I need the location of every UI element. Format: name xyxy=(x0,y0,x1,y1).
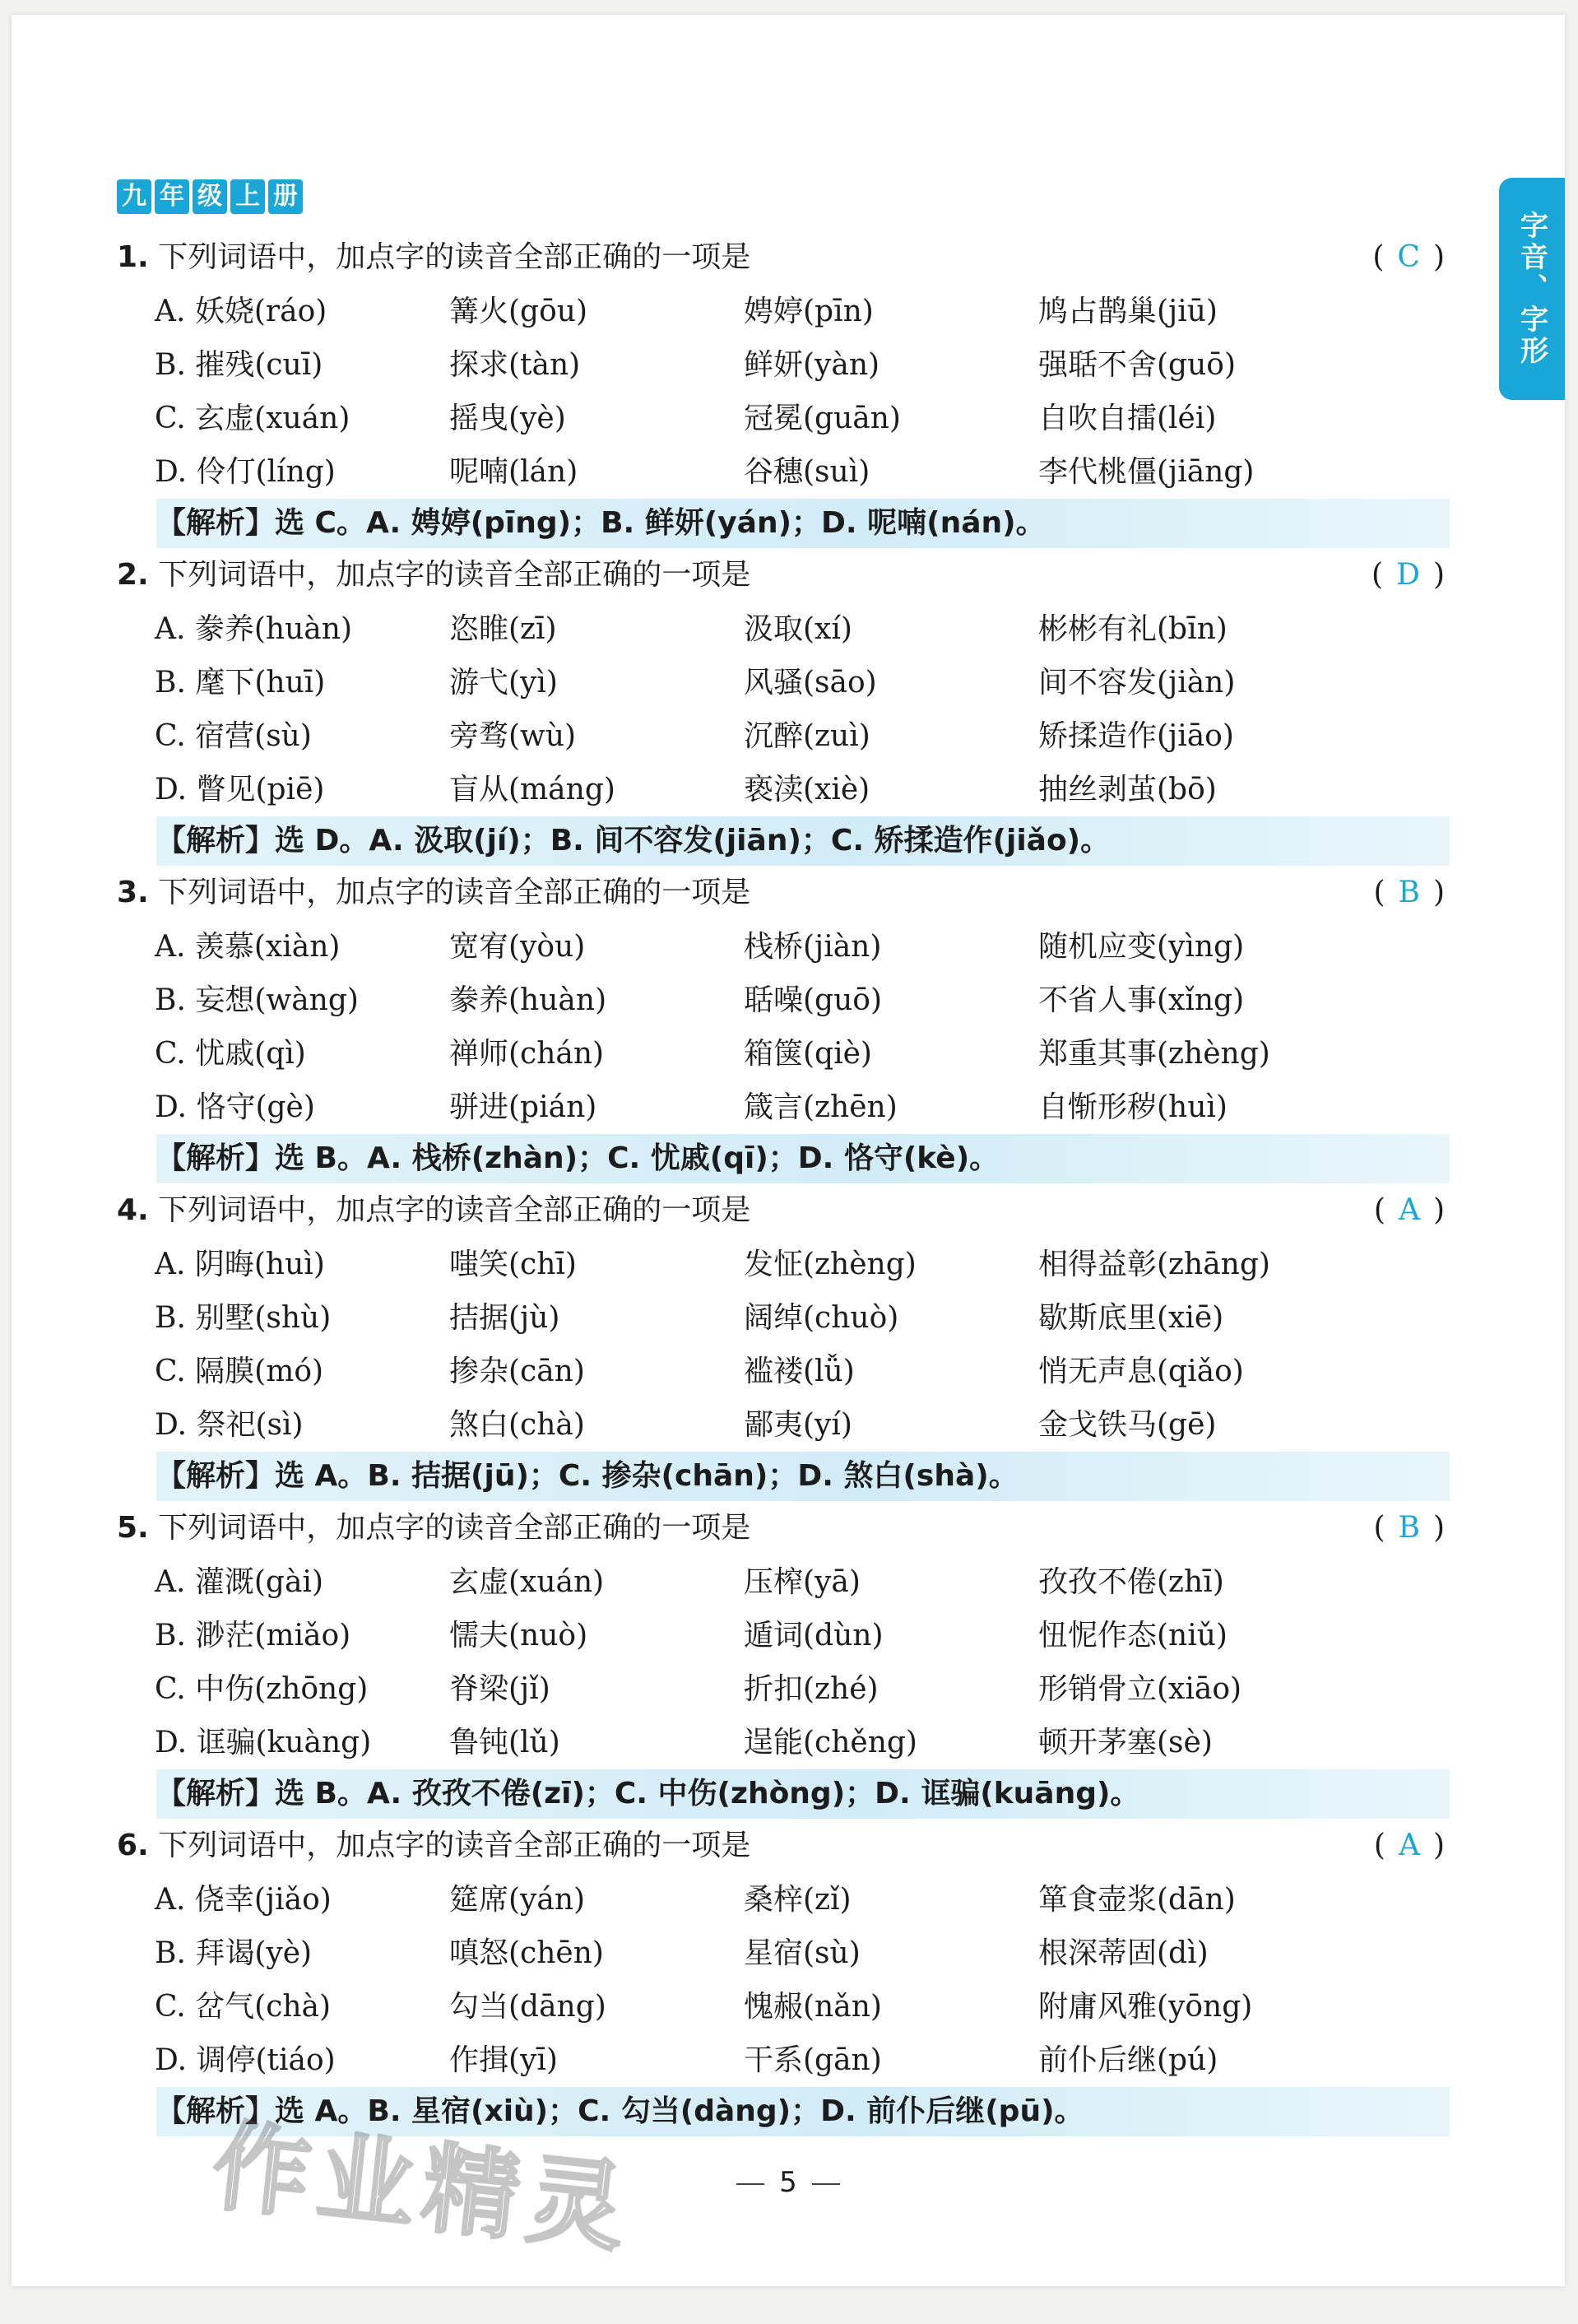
question-number: 1. xyxy=(117,240,149,274)
option-row xyxy=(155,1027,1450,1081)
option-cell: 彬彬有礼(bīn) xyxy=(1038,612,1228,646)
option-cell: 拮据(jù) xyxy=(449,1301,560,1335)
analysis-text: 【解析】选 B。A. 栈桥(zhàn)；C. 忧戚(qī)；D. 恪守(kè)。 xyxy=(156,1141,1000,1175)
analysis-text: 【解析】选 A。B. 拮据(jū)；C. 掺杂(chān)；D. 煞白(shà)。 xyxy=(156,1459,1019,1493)
option-cell: 发怔(zhèng) xyxy=(744,1248,917,1281)
option-cell: 愧赧(nǎn) xyxy=(744,1990,882,2024)
grade-char: 级 xyxy=(193,179,227,214)
question-text: 下列词语中，加点字的读音全部正确的一项是 xyxy=(158,558,751,592)
option-cell: D. 恪守(gè) xyxy=(155,1090,315,1124)
option-row xyxy=(155,2034,1450,2087)
option-cell: 呢喃(lán) xyxy=(449,455,578,489)
option-cell: 歇斯底里(xiē) xyxy=(1038,1301,1224,1335)
option-cell: 郑重其事(zhèng) xyxy=(1038,1037,1270,1071)
question-stem xyxy=(117,1183,1450,1238)
question-list xyxy=(117,230,1450,2136)
option-cell: 煞白(chà) xyxy=(449,1408,585,1442)
option-cell: 桑梓(zǐ) xyxy=(744,1883,852,1917)
option-cell: 遁词(dùn) xyxy=(744,1619,884,1652)
option-cell: 间不容发(jiàn) xyxy=(1038,666,1236,700)
grade-badge xyxy=(117,179,303,214)
analysis-text: 【解析】选 D。A. 汲取(jí)；B. 间不容发(jiān)；C. 矫揉造作(jiǎo)。 xyxy=(156,824,1111,858)
options-grid xyxy=(155,920,1450,1134)
answer-bracket: ( C ) xyxy=(1372,240,1450,274)
option-row xyxy=(155,602,1450,656)
option-cell: A. 妖娆(ráo) xyxy=(155,295,327,328)
grade-char: 年 xyxy=(155,179,189,214)
analysis-text: 【解析】选 A。B. 星宿(xiù)；C. 勾当(dàng)；D. 前仆后继(pū)。 xyxy=(156,2094,1084,2128)
option-row xyxy=(155,338,1450,392)
option-cell: 悄无声息(qiǎo) xyxy=(1038,1355,1244,1388)
question-number: 6. xyxy=(117,1829,149,1862)
question-text: 下列词语中，加点字的读音全部正确的一项是 xyxy=(158,1829,751,1862)
option-row xyxy=(155,1609,1450,1662)
option-cell: 前仆后继(pú) xyxy=(1038,2043,1218,2077)
option-row xyxy=(155,445,1450,499)
answer-bracket: ( A ) xyxy=(1373,1829,1450,1862)
option-cell: D. 瞥见(piē) xyxy=(155,773,325,806)
option-row xyxy=(155,709,1450,763)
answer-letter: B xyxy=(1398,876,1425,909)
analysis-bar xyxy=(156,1452,1450,1501)
option-cell: 豢养(huàn) xyxy=(449,983,607,1017)
option-cell: 篝火(gōu) xyxy=(449,295,587,328)
option-cell: 鲁钝(lǔ) xyxy=(449,1726,560,1759)
option-cell: 褴褛(lǚ) xyxy=(744,1355,855,1388)
option-row xyxy=(155,1927,1450,1980)
option-cell: B. 麾下(huī) xyxy=(155,666,326,700)
option-cell: D. 祭祀(sì) xyxy=(155,1408,304,1442)
option-cell: 掺杂(cān) xyxy=(449,1355,585,1388)
option-row xyxy=(155,1238,1450,1291)
question-4 xyxy=(117,1183,1450,1501)
options-grid xyxy=(155,1873,1450,2087)
question-number: 2. xyxy=(117,558,149,592)
option-cell: 禅师(chán) xyxy=(449,1037,605,1071)
option-cell: 李代桃僵(jiāng) xyxy=(1038,455,1255,489)
option-cell: 忸怩作态(niǔ) xyxy=(1038,1619,1228,1652)
option-row xyxy=(155,1345,1450,1398)
option-cell: 脊梁(jǐ) xyxy=(449,1672,550,1706)
option-cell: 星宿(sù) xyxy=(744,1936,861,1970)
option-cell: 旁骛(wù) xyxy=(449,719,577,753)
question-text: 下列词语中，加点字的读音全部正确的一项是 xyxy=(158,1193,751,1227)
option-cell: B. 别墅(shù) xyxy=(155,1301,332,1335)
option-cell: B. 摧残(cuī) xyxy=(155,348,323,382)
option-cell: 附庸风雅(yōng) xyxy=(1038,1990,1253,2024)
option-cell: 汲取(xí) xyxy=(744,612,852,646)
option-cell: 随机应变(yìng) xyxy=(1038,930,1245,964)
option-cell: 谷穗(suì) xyxy=(744,455,870,489)
option-cell: 自惭形秽(huì) xyxy=(1038,1090,1228,1124)
option-cell: 金戈铁马(gē) xyxy=(1038,1408,1217,1442)
option-cell: 筵席(yán) xyxy=(449,1883,586,1917)
option-row xyxy=(155,1873,1450,1927)
option-cell: B. 妄想(wàng) xyxy=(155,983,359,1017)
option-cell: 骈进(pián) xyxy=(449,1090,597,1124)
answer-letter: A xyxy=(1398,1193,1425,1227)
grade-char: 上 xyxy=(230,179,265,214)
option-cell: 懦夫(nuò) xyxy=(449,1619,588,1652)
page-number xyxy=(12,2166,1565,2199)
option-cell: 压榨(yā) xyxy=(744,1565,861,1599)
option-cell: 折扣(zhé) xyxy=(744,1672,879,1706)
analysis-bar xyxy=(156,1134,1450,1183)
answer-bracket: ( A ) xyxy=(1373,1193,1450,1227)
watermark-logo: 作业精灵 xyxy=(207,2108,638,2266)
analysis-bar xyxy=(156,1769,1450,1819)
question-text: 下列词语中，加点字的读音全部正确的一项是 xyxy=(158,1511,751,1545)
option-cell: C. 中伤(zhōng) xyxy=(155,1672,369,1706)
option-cell: 干系(gān) xyxy=(744,2043,882,2077)
answer-letter: C xyxy=(1397,240,1425,274)
option-cell: 探求(tàn) xyxy=(449,348,581,382)
question-text: 下列词语中，加点字的读音全部正确的一项是 xyxy=(158,240,751,274)
option-cell: 鄙夷(yí) xyxy=(744,1408,852,1442)
question-stem xyxy=(117,548,1450,602)
question-stem xyxy=(117,1501,1450,1555)
option-cell: 风骚(sāo) xyxy=(744,666,877,700)
question-number: 4. xyxy=(117,1193,149,1227)
option-cell: 鸠占鹊巢(jiū) xyxy=(1038,295,1218,328)
analysis-text: 【解析】选 B。A. 孜孜不倦(zī)；C. 中伤(zhòng)；D. 诓骗(kuāng)。 xyxy=(156,1777,1140,1810)
option-row xyxy=(155,763,1450,816)
question-stem xyxy=(117,1819,1450,1873)
option-cell: A. 侥幸(jiǎo) xyxy=(155,1883,332,1917)
question-5 xyxy=(117,1501,1450,1819)
option-cell: A. 豢养(huàn) xyxy=(155,612,352,646)
answer-letter: B xyxy=(1398,1511,1425,1545)
question-text: 下列词语中，加点字的读音全部正确的一项是 xyxy=(158,876,751,909)
section-side-tab: 字音、字形 xyxy=(1499,178,1565,400)
options-grid xyxy=(155,1555,1450,1769)
page-number-text: 5 xyxy=(779,2166,797,2199)
option-cell: C. 忧戚(qì) xyxy=(155,1037,306,1071)
option-cell: 箴言(zhēn) xyxy=(744,1090,898,1124)
option-cell: 根深蒂固(dì) xyxy=(1038,1936,1209,1970)
option-row xyxy=(155,392,1450,445)
option-cell: 摇曳(yè) xyxy=(449,402,566,435)
analysis-bar xyxy=(156,816,1450,866)
option-cell: A. 灌溉(gài) xyxy=(155,1565,323,1599)
answer-bracket: ( D ) xyxy=(1371,558,1450,592)
option-cell: 孜孜不倦(zhī) xyxy=(1038,1565,1224,1599)
option-cell: 作揖(yī) xyxy=(449,2043,558,2077)
answer-bracket: ( B ) xyxy=(1373,1511,1450,1545)
option-cell: 嗔怒(chēn) xyxy=(449,1936,604,1970)
answer-letter: D xyxy=(1396,558,1425,592)
option-row xyxy=(155,1716,1450,1769)
option-cell: B. 拜谒(yè) xyxy=(155,1936,313,1970)
option-cell: A. 羡慕(xiàn) xyxy=(155,930,341,964)
option-cell: 聒噪(guō) xyxy=(744,983,882,1017)
option-cell: C. 宿营(sù) xyxy=(155,719,312,753)
option-cell: 娉婷(pīn) xyxy=(744,295,874,328)
options-grid xyxy=(155,602,1450,816)
option-cell: 矫揉造作(jiāo) xyxy=(1038,719,1234,753)
option-cell: D. 诓骗(kuàng) xyxy=(155,1726,372,1759)
option-cell: 游弋(yì) xyxy=(449,666,558,700)
option-row xyxy=(155,285,1450,338)
question-number: 5. xyxy=(117,1511,149,1545)
question-stem xyxy=(117,230,1450,285)
option-cell: 勾当(dāng) xyxy=(449,1990,606,2024)
option-cell: 阔绰(chuò) xyxy=(744,1301,899,1335)
option-cell: 冠冕(guān) xyxy=(744,402,901,435)
option-cell: C. 岔气(chà) xyxy=(155,1990,332,2024)
option-cell: C. 玄虚(xuán) xyxy=(155,402,350,435)
option-cell: 箱箧(qiè) xyxy=(744,1037,872,1071)
analysis-text: 【解析】选 C。A. 娉婷(pīng)；B. 鲜妍(yán)；D. 呢喃(nán)。 xyxy=(156,506,1046,540)
option-cell: 宽宥(yòu) xyxy=(449,930,586,964)
option-row xyxy=(155,920,1450,974)
option-row xyxy=(155,1081,1450,1134)
option-cell: 箪食壶浆(dān) xyxy=(1038,1883,1236,1917)
option-cell: A. 阴晦(huì) xyxy=(155,1248,325,1281)
option-cell: 沉醉(zuì) xyxy=(744,719,870,753)
question-1 xyxy=(117,230,1450,548)
question-number: 3. xyxy=(117,876,149,909)
answer-bracket: ( B ) xyxy=(1373,876,1450,909)
option-cell: C. 隔膜(mó) xyxy=(155,1355,324,1388)
option-cell: 玄虚(xuán) xyxy=(449,1565,605,1599)
option-cell: 自吹自擂(léi) xyxy=(1038,402,1217,435)
option-cell: 强聒不舍(guō) xyxy=(1038,348,1236,382)
option-cell: 形销骨立(xiāo) xyxy=(1038,1672,1242,1706)
option-cell: 抽丝剥茧(bō) xyxy=(1038,773,1217,806)
option-cell: 逞能(chěng) xyxy=(744,1726,917,1759)
option-cell: 不省人事(xǐng) xyxy=(1038,983,1245,1017)
option-row xyxy=(155,1555,1450,1609)
option-row xyxy=(155,1980,1450,2034)
option-cell: 恣睢(zī) xyxy=(449,612,557,646)
option-cell: D. 调停(tiáo) xyxy=(155,2043,336,2077)
options-grid xyxy=(155,285,1450,499)
option-row xyxy=(155,974,1450,1027)
option-cell: 顿开茅塞(sè) xyxy=(1038,1726,1213,1759)
option-row xyxy=(155,1398,1450,1452)
option-cell: 鲜妍(yàn) xyxy=(744,348,880,382)
option-cell: 亵渎(xiè) xyxy=(744,773,870,806)
option-row xyxy=(155,1291,1450,1345)
option-cell: D. 伶仃(líng) xyxy=(155,455,336,489)
question-3 xyxy=(117,866,1450,1183)
analysis-bar xyxy=(156,499,1450,548)
option-cell: 盲从(máng) xyxy=(449,773,615,806)
option-cell: B. 渺茫(miǎo) xyxy=(155,1619,351,1652)
question-2 xyxy=(117,548,1450,866)
question-stem xyxy=(117,866,1450,920)
option-cell: 栈桥(jiàn) xyxy=(744,930,882,964)
option-cell: 嗤笑(chī) xyxy=(449,1248,577,1281)
page xyxy=(12,15,1565,2286)
answer-letter: A xyxy=(1398,1829,1425,1862)
grade-char: 册 xyxy=(268,179,303,214)
option-row xyxy=(155,656,1450,709)
option-cell: 相得益彰(zhāng) xyxy=(1038,1248,1270,1281)
grade-char: 九 xyxy=(117,179,151,214)
option-row xyxy=(155,1662,1450,1716)
question-6 xyxy=(117,1819,1450,2136)
options-grid xyxy=(155,1238,1450,1452)
